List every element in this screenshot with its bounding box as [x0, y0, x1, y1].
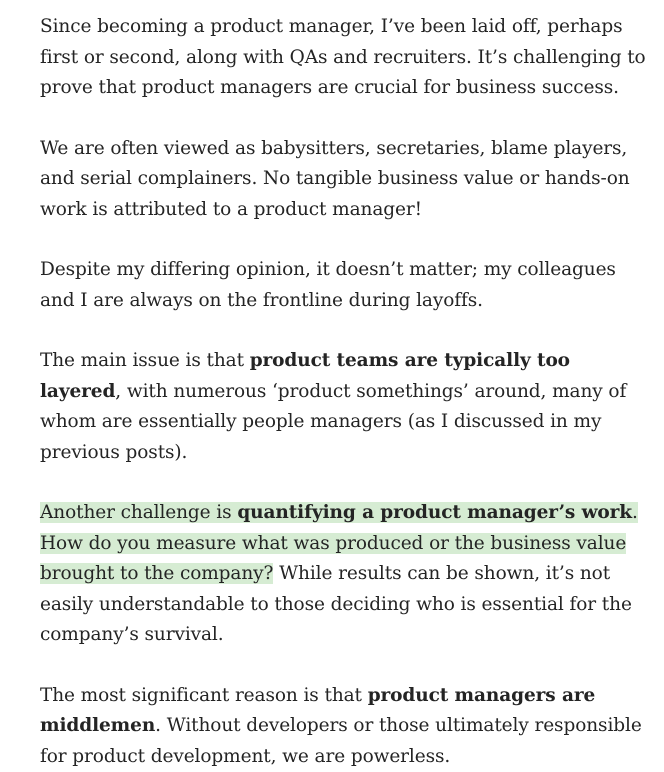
article-body: [40, 12, 650, 772]
paragraph-layoffs: Since becoming a product manager, I’ve been laid off, perhaps first or second, along with QAs and recruiters. It’s challenging to prove that product managers are crucial for business success.: [40, 12, 650, 104]
challenge-highlight-trailing-text: . How do you measure what was produced or the business value brought to the company?: [40, 502, 638, 584]
paragraph-main-issue: [40, 346, 650, 468]
challenge-bold-text: quantifying a product manager’s work: [237, 502, 632, 523]
paragraph-challenge: [40, 498, 650, 651]
main-issue-trailing-text: , with numerous ‘product somethings’ around, many of whom are essentially people managers (as I discussed in my previous posts).: [40, 381, 626, 463]
middlemen-bold-text: product managers are middlemen: [40, 685, 595, 737]
paragraph-frontline: Despite my differing opinion, it doesn’t matter; my colleagues and I are always on the frontline during layoffs.: [40, 255, 650, 316]
challenge-trailing-text: While results can be shown, it’s not easily understandable to those deciding who is essential for the company’s survival.: [40, 563, 632, 645]
paragraph-perception: We are often viewed as babysitters, secretaries, blame players, and serial complainers. No tangible business value or hands-on work is attributed to a product manager!: [40, 134, 650, 226]
middlemen-lead-text: The most significant reason is that: [40, 685, 368, 706]
main-issue-lead-text: The main issue is that: [40, 350, 250, 371]
main-issue-bold-text: product teams are typically too layered: [40, 350, 570, 402]
challenge-lead-text: Another challenge is: [40, 502, 237, 523]
paragraph-middlemen: [40, 681, 650, 772]
middlemen-trailing-text: . Without developers or those ultimately responsible for product development, we are powerless.: [40, 715, 642, 767]
